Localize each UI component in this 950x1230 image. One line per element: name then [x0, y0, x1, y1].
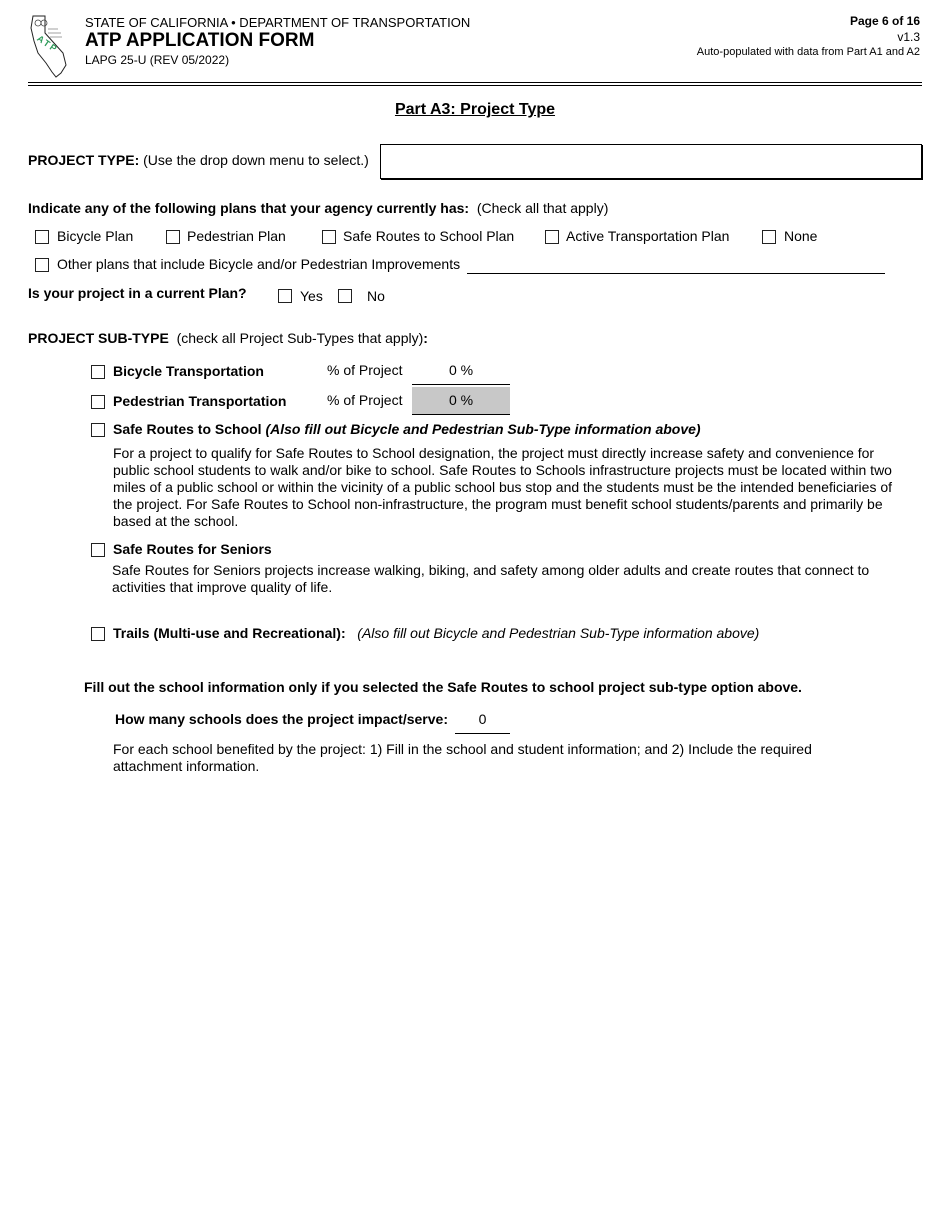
bicycle-plan-label: Bicycle Plan [57, 228, 134, 244]
atp-logo [28, 13, 74, 79]
other-plan-input[interactable] [467, 273, 885, 274]
trails-subtype-row [113, 625, 759, 641]
header-divider [28, 82, 922, 83]
page-title: Part A3: Project Type [394, 101, 556, 118]
pedestrian-plan-label: Pedestrian Plan [187, 228, 286, 244]
none-plan-label: None [784, 228, 818, 244]
srts-plan-label: Safe Routes to School Plan [343, 228, 515, 244]
srts-subtype-row [113, 421, 701, 437]
project-type-select[interactable] [380, 144, 922, 179]
srts-plan-checkbox[interactable] [322, 230, 336, 244]
school-count-label: How many schools does the project impact/serve: [115, 711, 448, 727]
seniors-subtype-checkbox[interactable] [91, 543, 105, 557]
bicycle-pct-label: % of Project [327, 362, 403, 378]
subtype-label: PROJECT SUB-TYPE [28, 330, 169, 346]
srts-subtype-note: (Also fill out Bicycle and Pedestrian Sub-Type information above) [265, 421, 701, 437]
seniors-description: Safe Routes for Seniors projects increase walking, biking, and safety among older adults and create routes that connect to activities that improve quality of life. [112, 562, 870, 595]
page-number: Page 6 of 16 [849, 14, 920, 28]
logo-text: ATP [35, 33, 61, 55]
autopopulate-note: Auto-populated with data from Part A1 and A2 [696, 46, 920, 58]
bicycle-subtype-label: Bicycle Transportation [113, 363, 264, 379]
pedestrian-subtype-label: Pedestrian Transportation [113, 393, 287, 409]
other-plan-label: Other plans that include Bicycle and/or Pedestrian Improvements [57, 256, 461, 272]
plans-question: Indicate any of the following plans that your agency currently has: [28, 200, 470, 216]
atp-plan-checkbox[interactable] [545, 230, 559, 244]
srts-description: For a project to qualify for Safe Routes to School designation, the project must directly increase safety and convenience for public school students to walk and/or bike to school. Safe Routes to Schools infrastructure projects must be located within two miles of a public school or within the vicinity of a public school bus stop and the students must be the intended beneficiaries of the project. For Safe Routes to School non-infrastructure, the program must benefit school students/parents and primarily be based at the school. [113, 445, 893, 529]
form-id: LAPG 25-U (REV 05/2022) [85, 53, 230, 67]
current-plan-no-checkbox[interactable] [338, 289, 352, 303]
agency-name: STATE OF CALIFORNIA • DEPARTMENT OF TRANSPORTATION [85, 15, 471, 30]
current-plan-question: Is your project in a current Plan? [28, 285, 247, 301]
bicycle-plan-checkbox[interactable] [35, 230, 49, 244]
pedestrian-plan-checkbox[interactable] [166, 230, 180, 244]
header-divider-2 [28, 85, 922, 86]
pedestrian-subtype-checkbox[interactable] [91, 395, 105, 409]
trails-subtype-label: Trails (Multi-use and Recreational): [113, 625, 346, 641]
school-instructions: For each school benefited by the project: 1) Fill in the school and student information; and 2) Include the required attachment information. [113, 741, 812, 774]
subtype-heading [28, 330, 428, 346]
none-plan-checkbox[interactable] [762, 230, 776, 244]
subtype-hint: (check all Project Sub-Types that apply) [176, 330, 424, 346]
project-type-label-row [28, 152, 369, 168]
school-count-underline [455, 733, 510, 734]
trails-subtype-checkbox[interactable] [91, 627, 105, 641]
other-plan-checkbox[interactable] [35, 258, 49, 272]
srts-subtype-label: Safe Routes to School [113, 421, 262, 437]
pedestrian-pct-value: 0 % [448, 392, 474, 408]
version: v1.3 [897, 30, 920, 44]
school-count-value[interactable]: 0 [478, 711, 487, 727]
project-type-hint: (Use the drop down menu to select.) [143, 152, 369, 168]
plans-hint: (Check all that apply) [476, 200, 609, 216]
srts-subtype-checkbox[interactable] [91, 423, 105, 437]
bicycle-subtype-checkbox[interactable] [91, 365, 105, 379]
atp-plan-label: Active Transportation Plan [566, 228, 730, 244]
current-plan-yes-checkbox[interactable] [278, 289, 292, 303]
bicycle-pct-underline [412, 384, 510, 385]
pedestrian-pct-label: % of Project [327, 392, 403, 408]
form-title: ATP APPLICATION FORM [85, 30, 315, 51]
trails-subtype-note: (Also fill out Bicycle and Pedestrian Sub-Type information above) [357, 625, 760, 641]
school-heading: Fill out the school information only if you selected the Safe Routes to school project sub-type option above. [84, 679, 802, 695]
plans-question-row [28, 200, 608, 216]
seniors-subtype-label: Safe Routes for Seniors [113, 541, 272, 557]
project-type-label: PROJECT TYPE: [28, 152, 140, 168]
bicycle-pct-value[interactable]: 0 % [448, 362, 474, 378]
current-plan-yes-label: Yes [300, 288, 323, 304]
current-plan-no-label: No [367, 288, 385, 304]
subtype-colon: : [423, 330, 428, 346]
